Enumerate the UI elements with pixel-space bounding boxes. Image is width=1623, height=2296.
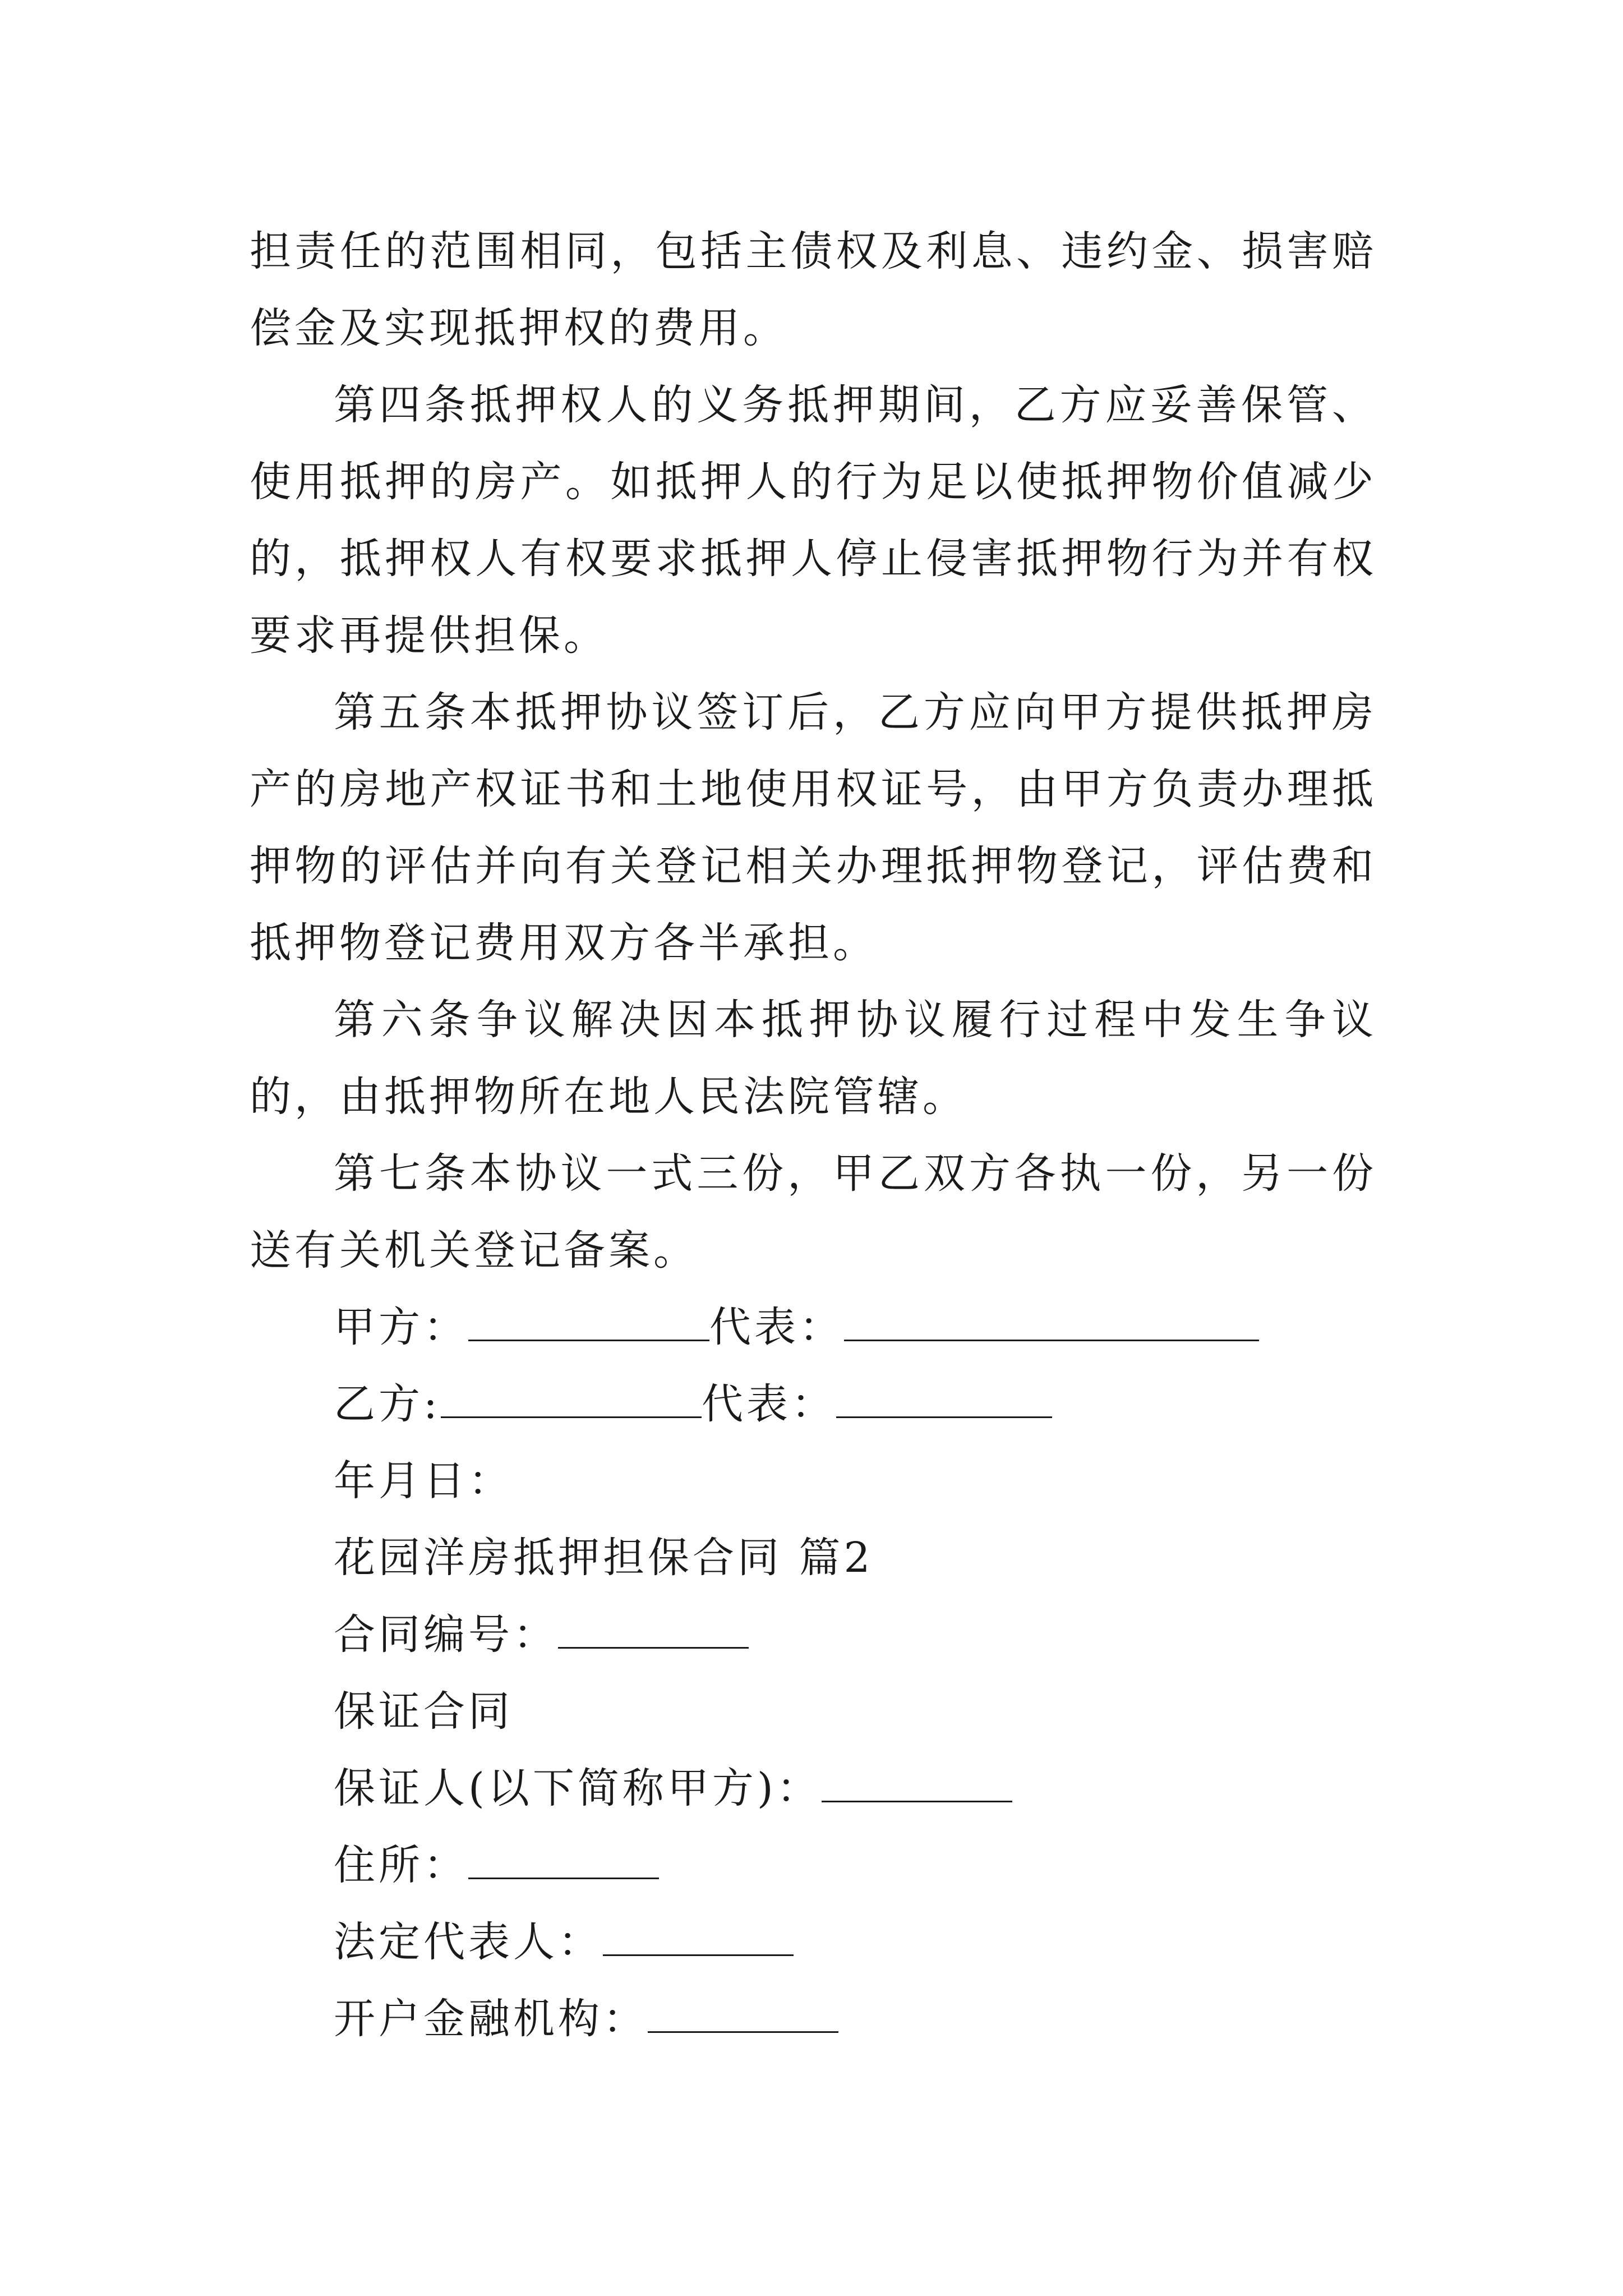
legal-rep-line: [250, 1904, 1377, 1981]
paragraph-article-5: 第五条本抵押协议签订后，乙方应向甲方提供抵押房产的房地产权证书和土地使用权证号，由甲方负责办理抵押物的评估并向有关登记相关办理抵押物登记，评估费和抵押物登记费用双方各半承担。: [250, 688, 1377, 967]
paragraph-article-6: 第六条争议解决因本抵押协议履行过程中发生争议的，由抵押物所在地人民法院管辖。: [250, 996, 1377, 1121]
document-body: [250, 213, 1377, 2058]
party-a-rep-blank: [844, 1306, 1259, 1341]
address-label: 住所：: [334, 1841, 468, 1889]
bank-line: [250, 1981, 1377, 2058]
paragraph-article-4: 第四条抵押权人的义务抵押期间，乙方应妥善保管、使用抵押的房产。如抵押人的行为足以使抵押物价值减少的，抵押权人有权要求抵押人停止侵害抵押物行为并有权要求再提供担保。: [250, 381, 1377, 660]
paragraph-article-7: 第七条本协议一式三份，甲乙双方各执一份，另一份送有关机关登记备案。: [250, 1149, 1377, 1274]
address-line: [250, 1827, 1377, 1904]
guarantee-title-text: 保证合同: [334, 1687, 513, 1736]
party-a-label: 甲方：: [334, 1303, 468, 1351]
party-a-line: [250, 1289, 1377, 1366]
guarantor-label: 保证人(以下简称甲方)：: [334, 1764, 822, 1812]
party-b-blank: [441, 1383, 702, 1418]
address-blank: [468, 1844, 659, 1879]
paragraph-continuation: 担责任的范围相同，包括主债权及利息、违约金、损害赔偿金及实现抵押权的费用。: [250, 227, 1377, 352]
contract-no-blank: [558, 1613, 749, 1649]
party-b-line: [250, 1366, 1377, 1443]
date-line: [250, 1443, 1377, 1520]
contract-no-label: 合同编号：: [334, 1611, 558, 1659]
guarantee-title: [250, 1673, 1377, 1750]
party-a-rep-label: 代表：: [709, 1303, 844, 1351]
guarantor-line: [250, 1750, 1377, 1827]
guarantor-blank: [822, 1767, 1012, 1802]
date-label: 年月日：: [334, 1457, 513, 1505]
party-a-blank: [468, 1306, 709, 1341]
party-b-label: 乙方:: [334, 1380, 441, 1428]
section-title: [250, 1520, 1377, 1596]
contract-no-line: [250, 1596, 1377, 1673]
legal-rep-label: 法定代表人：: [334, 1918, 603, 1966]
party-b-rep-blank: [836, 1383, 1052, 1418]
bank-blank: [648, 1998, 838, 2033]
section-title-text: 花园洋房抵押担保合同 篇2: [334, 1534, 874, 1582]
legal-rep-blank: [603, 1921, 794, 1956]
bank-label: 开户金融机构：: [334, 1995, 648, 2043]
party-b-rep-label: 代表：: [701, 1380, 836, 1428]
